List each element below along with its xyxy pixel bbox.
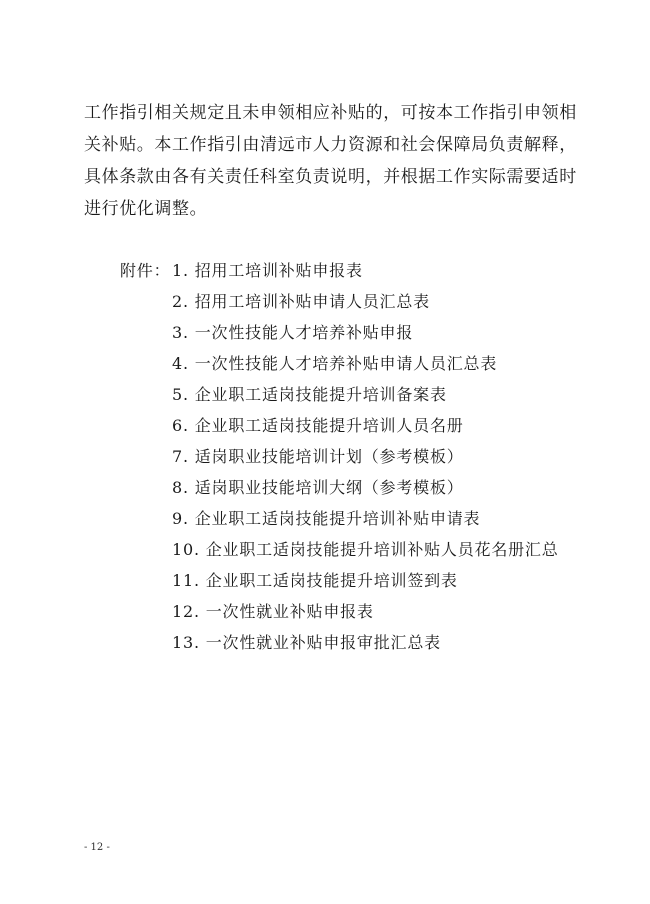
list-item — [120, 503, 590, 534]
list-item — [120, 441, 590, 472]
attachment-list — [120, 255, 590, 658]
attachment-item-5: 5. 企业职工适岗技能提升培训备案表 — [172, 385, 447, 404]
body-line-1: 工作指引相关规定且未申领相应补贴的，可按本工作指引申领相 — [84, 103, 577, 123]
attachment-item-11: 11. 企业职工适岗技能提升培训签到表 — [172, 571, 458, 590]
attachment-item-4: 4. 一次性技能人才培养补贴申请人员汇总表 — [172, 354, 498, 373]
list-item — [120, 596, 590, 627]
list-item — [120, 348, 590, 379]
attachment-label: 附件： — [120, 261, 171, 280]
list-item — [120, 286, 590, 317]
attachment-item-9: 9. 企业职工适岗技能提升培训补贴申请表 — [172, 509, 481, 528]
list-item — [120, 317, 590, 348]
list-item — [120, 627, 590, 658]
body-line-3: 具体条款由各有关责任科室负责说明，并根据工作实际需要适时 — [84, 167, 577, 187]
attachment-item-8: 8. 适岗职业技能培训大纲（参考模板） — [172, 478, 464, 497]
list-item — [120, 534, 590, 565]
page-number: - 12 - — [84, 842, 110, 853]
attachment-item-6: 6. 企业职工适岗技能提升培训人员名册 — [172, 416, 464, 435]
attachment-item-2: 2. 招用工培训补贴申请人员汇总表 — [172, 292, 430, 311]
attachment-item-13: 13. 一次性就业补贴申报审批汇总表 — [172, 633, 441, 652]
list-item — [120, 472, 590, 503]
body-line-2: 关补贴。本工作指引由清远市人力资源和社会保障局负责解释， — [84, 135, 577, 155]
list-item — [120, 255, 590, 286]
attachment-item-12: 12. 一次性就业补贴申报表 — [172, 602, 374, 621]
list-item — [120, 565, 590, 596]
body-paragraph — [84, 97, 584, 225]
attachment-item-10: 10. 企业职工适岗技能提升培训补贴人员花名册汇总 — [172, 540, 559, 559]
list-item — [120, 379, 590, 410]
list-item — [120, 410, 590, 441]
attachment-item-3: 3. 一次性技能人才培养补贴申报 — [172, 323, 414, 342]
body-line-4: 进行优化调整。 — [84, 199, 208, 219]
attachment-item-7: 7. 适岗职业技能培训计划（参考模板） — [172, 447, 464, 466]
attachment-item-1: 1. 招用工培训补贴申报表 — [172, 261, 363, 280]
